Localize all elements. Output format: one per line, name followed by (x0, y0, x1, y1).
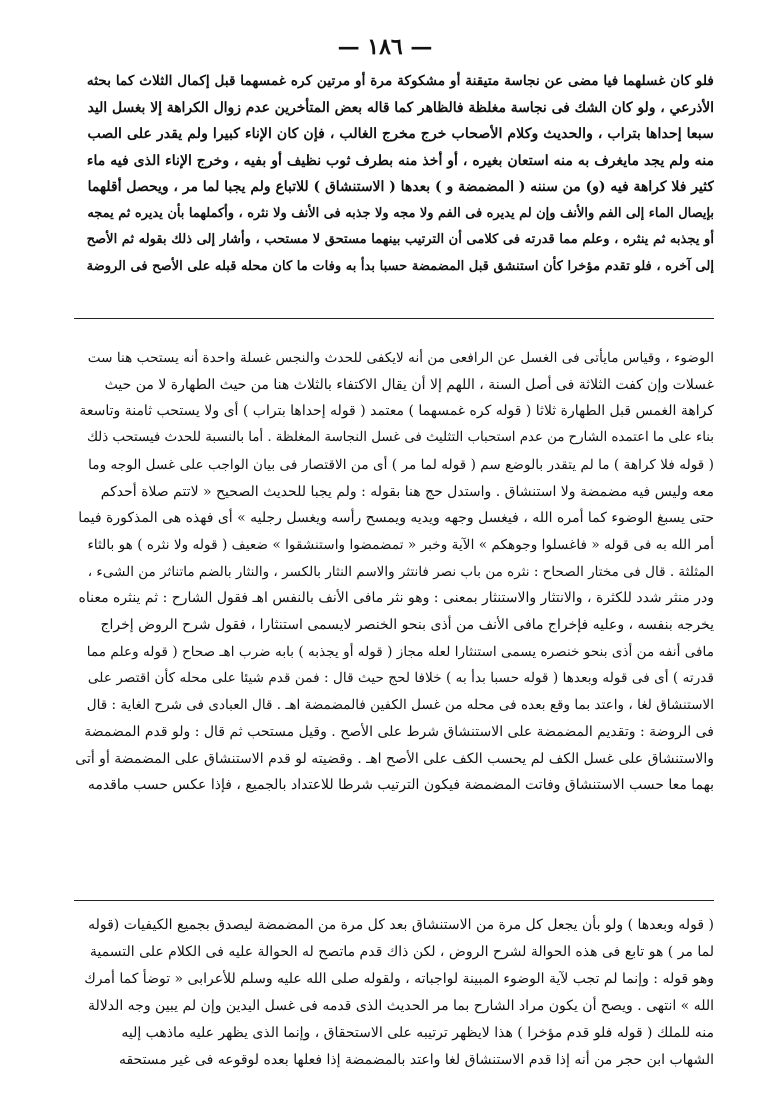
main-line: الأذرعي ، ولو كان الشك فى نجاسة مغلظة فالظاهر كما قاله بعض المتأخرين عدم زوال الكراهة إلا بغسل اليد (87, 99, 714, 116)
main-text-block (74, 68, 714, 280)
commentary-line: ( قوله فلا كراهة ) ما لم يتقدر بالوضع سم ( قوله لما مر ) أى من الاقتصار فى بيان الواجب على غسل الوجه وما (88, 456, 714, 473)
commentary-line: فى الروضة : وتقديم المضمضة على الاستنشاق شرط على الأصح . وقيل مستحب ثم قال : ولو قدم المضمضة (84, 723, 714, 740)
commentary-line: بهما معا حسب الاستنشاق وفاتت المضمضة فيكون الترتيب شرطا للاعتداد بالجميع ، فإذا عكس حسب ماقدمه (87, 777, 714, 794)
commentary-line: وهو قوله : وإنما لم تجب لآية الوضوء المبينة لواجباته ، ولقوله صلى الله عليه وسلم للأعرابى « توضأ كما أمرك (84, 971, 714, 987)
commentary-line: غسلات وإن كفت الثلاثة فى أصل السنة ، اللهم إلا أن يقال الاكتفاء بالثلاث هنا من حيث الطهارة لا من حيث (104, 376, 714, 393)
commentary-line: الله » انتهى . ويصح أن يكون مراد الشارح بما مر الحديث الذى قدمه فى غسل اليدين وإن لم يبين وجه الدلالة (87, 998, 714, 1014)
commentary-line: الشهاب ابن حجر من أنه إذا قدم الاستنشاق لغا واعتد بالمضمضة إذا فعلها بعده لوقوعه فى غير مستحقه (118, 1052, 714, 1068)
commentary-line: معه وليس فيه مضمضة ولا استنشاق . واستدل حج هنا بقوله : ولم يجبا للحديث الصحيح « لاتتم صلاة أحدكم (100, 483, 714, 500)
commentary-line: الوضوء ، وقياس مايأتى فى الغسل عن الرافعى من أنه لايكفى للحدث والنجس غسلة واحدة أنه يستحب هنا ست (87, 350, 714, 366)
commentary-line: منه للملك ( قوله فلو قدم مؤخرا ) هذا لايظهر ترتيبه على الاستحقاق ، وإنما الذى يظهر عليه ماذهب إليه (121, 1025, 714, 1041)
commentary-line: الاستنشاق لغا ، واعتد بما وقع بعده فى محله من غسل الكفين فالمضمضة اهـ . قال العبادى فى شرح الغاية : قال (86, 697, 714, 714)
commentary-line: ( قوله وبعدها ) ولو بأن يجعل كل مرة من الاستنشاق بعد كل مرة من المضمضة ليصدق بجميع الكيفيات (قوله (88, 917, 714, 933)
commentary-line: المثلثة . قال فى مختار الصحاح : نثره من باب نصر فانتثر والاسم النثار بالكسر ، والنثار بالضم ماتناثر من الشىء ، (87, 563, 714, 580)
commentary-line: كراهة الغمس قبل الطهارة ثلاثا ( قوله كره غمسهما ) معتمد ( قوله إحداها بتراب ) أى ولا يستحب ثامنة وتاسعة (79, 403, 714, 420)
commentary-line: ودر منثر شدد للكثرة ، والانتثار والاستنثار بمعنى : وهو نثر مافى الأنف بالنفس اهـ فقول الشارح : ثم ينثره معناه (78, 590, 714, 607)
section-divider (74, 900, 714, 901)
commentary-line: والاستنشاق على غسل الكف لم يحسب الكف على الأصح اهـ . وقضيته لو قدم الاستنشاق على المضمضة أو أتى (75, 750, 714, 767)
section-divider (74, 318, 714, 319)
main-line: إلى آخره ، فلو تقدم مؤخرا كأن استنشق قبل المضمضة حسبا بدأ به وفات ما كان محله قبله على الأصح فى الروضة (86, 258, 714, 274)
main-line: منه ولم يجد مايغرف به منه استعان بغيره ، أو أخذ منه بطرف ثوب نظيف أو بفيه ، وخرج الإناء الذى فيه ماء (86, 152, 714, 169)
main-line: فلو كان غسلهما فيا مضى عن نجاسة متيقنة أو مشكوكة مرة أو مرتين كره غمسهما قبل إكمال الثلاث كما بحثه (86, 73, 714, 89)
page-number: — ١٨٦ — (337, 34, 433, 60)
main-line: كثير فلا كراهة فيه (و) من سننه ( المضمضة و ) بعدها ( الاستنشاق ) للاتباع ولم يجبا لما مر ، ويحصل أقلهما (87, 179, 714, 195)
main-line: بإيصال الماء إلى الفم والأنف وإن لم يديره فى الفم ولا مجه ولا جذبه فى الأنف ولا نثره ، وأكملهما بأن يديره ثم يمجه (87, 205, 714, 221)
commentary-line: لما مر ) هو تابع فى هذه الحوالة لشرح الروض ، لكن ذاك قدم ماتصح له الحوالة عليه فى الكلام على التسمية (89, 944, 714, 960)
commentary-line: قدرته ) أى فى قوله وبعدها ( قوله حسبا بدأ به ) خلافا لحج حيث قال : فمن قدم شيئا على محله كأن اقتصر على (87, 670, 714, 687)
main-line: سبعا إحداها بتراب ، والحديث وكلام الأصحاب خرج مخرج الغالب ، فإن كان الإناء كبيرا ولم يقدر على الصب (87, 126, 714, 142)
commentary-line: بناء على ما اعتمده الشارح من عدم استحباب التثليث فى غسل النجاسة المغلظة . أما بالنسبة للحدث فيستحب ذلك (86, 430, 714, 446)
commentary-block-2 (74, 912, 714, 1074)
commentary-block-1 (74, 345, 714, 799)
commentary-line: يخرجه بنفسه ، وعليه فإخراج مافى الأنف من أذى بنحو الخنصر لايسمى استنثارا ، فقول شرح الروض إخراج (100, 617, 714, 634)
commentary-line: أمر الله به فى قوله « فاغسلوا وجوهكم » الآية وخبر « تمضمضوا واستنشقوا » ضعيف ( قوله ولا نثره ) هو بالثاء (87, 536, 714, 553)
commentary-line: مافى أنفه من أذى بنحو خنصره يسمى استنثارا لعله مجاز ( قوله أو يجذبه ) بابه ضرب اهـ صحاح ( قوله وعلم مما (86, 643, 714, 660)
main-line: أو يجذبه ثم ينثره ، وعلم مما قدرته فى كلامى أن الترتيب بينهما مستحق لا مستحب ، وأشار إلى ذلك بقوله ثم الأصح (86, 232, 714, 247)
commentary-line: حتى يسبغ الوضوء كما أمره الله ، فيغسل وجهه ويديه ويمسح رأسه ويغسل رجليه » أى فهذه هى المذكورة فيما (78, 510, 714, 527)
